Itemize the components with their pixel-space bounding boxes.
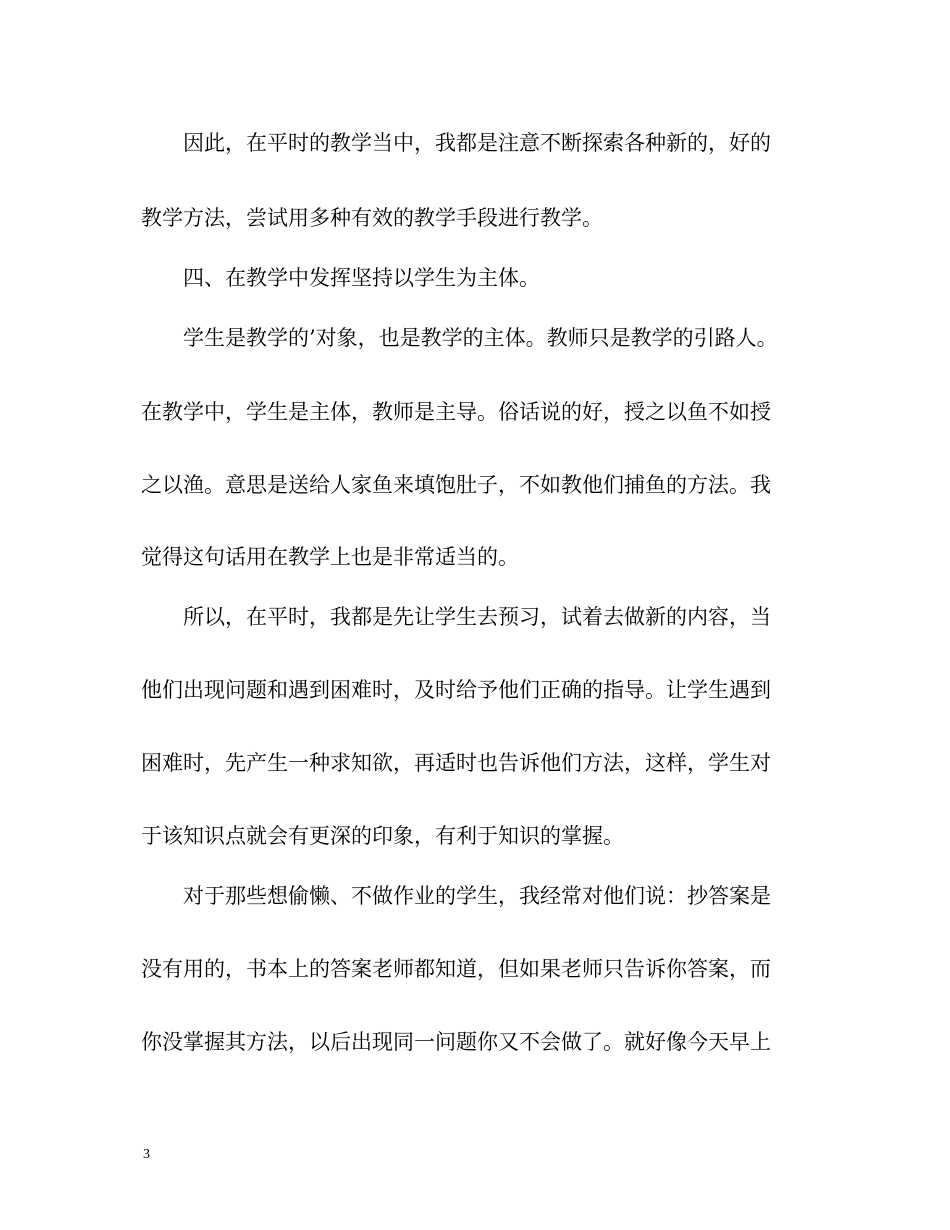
- text-line: 学生是教学的’对象，也是教学的主体。教师只是教学的引路人。: [183, 326, 778, 350]
- text-line: 四、在教学中发挥坚持以学生为主体。: [183, 266, 540, 290]
- text-line: 他们出现问题和遇到困难时，及时给予他们正确的指导。让学生遇到: [141, 678, 771, 702]
- text-line: 你没掌握其方法，以后出现同一问题你又不会做了。就好像今天早上: [141, 1030, 771, 1054]
- text-line: 在教学中，学生是主体，教师是主导。俗话说的好，授之以鱼不如授: [141, 400, 771, 424]
- text-line: 之以渔。意思是送给人家鱼来填饱肚子，不如教他们捕鱼的方法。我: [141, 473, 771, 497]
- text-line: 因此，在平时的教学当中，我都是注意不断探索各种新的，好的: [183, 131, 771, 155]
- text-line: 于该知识点就会有更深的印象，有利于知识的掌握。: [141, 824, 624, 848]
- text-line: 困难时，先产生一种求知欲，再适时也告诉他们方法，这样，学生对: [141, 751, 771, 775]
- page-number: 3: [143, 1147, 150, 1162]
- text-line: 对于那些想偷懒、不做作业的学生，我经常对他们说：抄答案是: [183, 884, 771, 908]
- text-line: 觉得这句话用在教学上也是非常适当的。: [141, 545, 519, 569]
- text-line: 没有用的，书本上的答案老师都知道，但如果老师只告诉你答案，而: [141, 957, 771, 981]
- text-line: 教学方法，尝试用多种有效的教学手段进行教学。: [141, 206, 603, 230]
- text-line: 所以，在平时，我都是先让学生去预习，试着去做新的内容，当: [183, 605, 771, 629]
